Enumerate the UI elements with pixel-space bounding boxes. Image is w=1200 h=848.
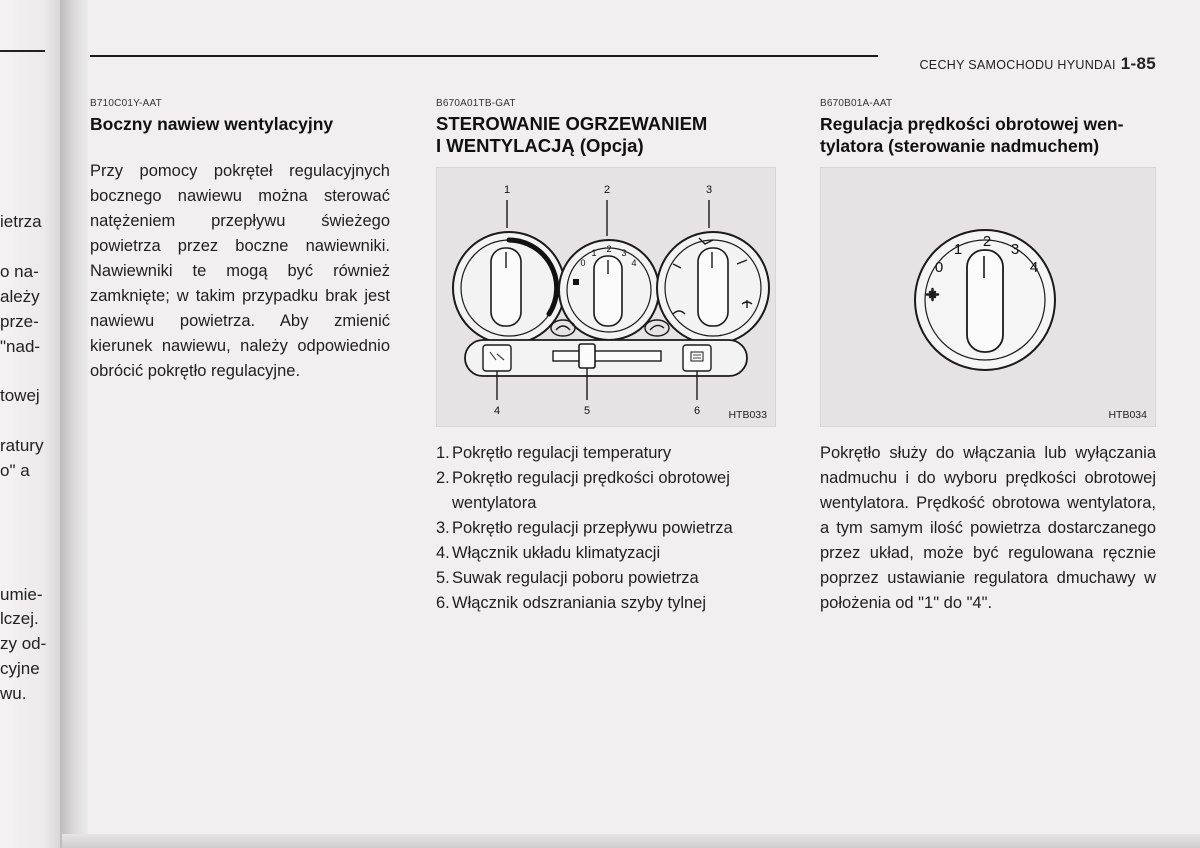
list-item bbox=[436, 441, 776, 466]
fan-speed-label: 3 bbox=[1010, 241, 1020, 258]
list-number: 6. bbox=[436, 594, 450, 612]
heater-control-panel-figure bbox=[436, 167, 776, 427]
previous-page-edge bbox=[0, 0, 62, 848]
list-item bbox=[436, 541, 776, 566]
list-number: 1. bbox=[436, 444, 450, 462]
previous-page-fragment: towej bbox=[0, 386, 40, 405]
fan-speed-label: 0 bbox=[934, 259, 944, 276]
list-number: 2. bbox=[436, 469, 450, 487]
section-heading-line: STEROWANIE OGRZEWANIEM bbox=[436, 113, 708, 134]
fan-knob-drawing bbox=[821, 168, 1155, 426]
list-text: Pokrętło regulacji temperatury bbox=[452, 444, 672, 462]
fan-scale-label: 0 bbox=[580, 258, 586, 268]
previous-page-fragment: zy od- bbox=[0, 634, 47, 653]
page-bottom-edge bbox=[62, 834, 1200, 848]
callout-number: 4 bbox=[493, 405, 501, 417]
list-text: Włącznik układu klimatyzacji bbox=[452, 544, 661, 562]
list-text: Suwak regulacji poboru powietrza bbox=[452, 569, 699, 587]
list-item bbox=[436, 566, 776, 591]
book-gutter-shadow bbox=[60, 0, 88, 848]
previous-page-fragment: ietrza bbox=[0, 212, 42, 231]
fan-scale-label: 1 bbox=[591, 248, 597, 258]
callout-number: 3 bbox=[705, 184, 713, 196]
section-heading: Boczny nawiew wentylacyjny bbox=[90, 114, 334, 134]
fan-speed-knob-figure bbox=[820, 167, 1156, 427]
callout-number: 6 bbox=[693, 405, 701, 417]
section-code: B710C01Y-AAT bbox=[90, 98, 162, 109]
previous-page-fragment: o" a bbox=[0, 461, 30, 480]
section-heading-line: tylatora (sterowanie nadmuchem) bbox=[820, 136, 1100, 156]
section-code: B670A01TB-GAT bbox=[436, 98, 516, 109]
figure-code: HTB033 bbox=[728, 409, 767, 421]
list-item bbox=[436, 591, 776, 616]
section-code: B670B01A-AAT bbox=[820, 98, 893, 109]
fan-speed-label: 1 bbox=[953, 241, 963, 258]
section-heading-line: I WENTYLACJĄ (Opcja) bbox=[436, 135, 644, 156]
figure-code: HTB034 bbox=[1108, 409, 1147, 421]
previous-page-fragment: cyjne bbox=[0, 659, 40, 678]
callout-number: 5 bbox=[583, 405, 591, 417]
list-number: 3. bbox=[436, 519, 450, 537]
callout-number: 1 bbox=[503, 184, 511, 196]
previous-page-fragment: ależy bbox=[0, 287, 40, 306]
column-side-vents bbox=[90, 98, 390, 384]
list-text: Włącznik odszraniania szyby tylnej bbox=[452, 594, 707, 612]
previous-page-fragment: o na- bbox=[0, 262, 39, 281]
header-rule bbox=[90, 55, 878, 57]
callout-number: 2 bbox=[603, 184, 611, 196]
previous-page-fragment: ratury bbox=[0, 436, 44, 455]
previous-page-fragment: prze- bbox=[0, 312, 39, 331]
list-item bbox=[436, 466, 776, 516]
heater-panel-drawing bbox=[437, 168, 775, 426]
section-title: CECHY SAMOCHODU HYUNDAI bbox=[919, 58, 1116, 72]
previous-page-fragment: "nad- bbox=[0, 337, 41, 356]
previous-page-fragment: umie- bbox=[0, 585, 43, 604]
fan-speed-label: 2 bbox=[982, 233, 992, 250]
previous-page-fragment: wu. bbox=[0, 684, 27, 703]
list-text: Pokrętło regulacji prędkości obrotowej wentylatora bbox=[452, 469, 730, 512]
control-list bbox=[436, 441, 776, 616]
fan-speed-label: 4 bbox=[1029, 259, 1039, 276]
page-number: 1-85 bbox=[1120, 54, 1156, 73]
fan-scale-label: 2 bbox=[606, 244, 612, 254]
previous-page-rule bbox=[0, 50, 45, 52]
section-heading-line: Regulacja prędkości obrotowej wen- bbox=[820, 114, 1124, 134]
list-number: 4. bbox=[436, 544, 450, 562]
body-paragraph: Pokrętło służy do włączania lub wyłączania nadmuchu i do wyboru prędkości obrotowej wentylatora. Prędkość obrotowa wentylatora, a tym samym ilość powietrza dostarczanego przez układ, może być regulowana ręcznie poprzez ustawianie regulatora dmuchawy w położenia od "1" do "4". bbox=[820, 444, 1156, 612]
running-header bbox=[919, 54, 1156, 74]
list-text: Pokrętło regulacji przepływu powietrza bbox=[452, 519, 733, 537]
list-item bbox=[436, 516, 776, 541]
body-paragraph: Przy pomocy pokręteł regulacyjnych bocznego nawiewu można sterować natężeniem przepływu świeżego powietrza przez boczne nawiewniki. Nawiewniki te mogą być również zamknięte; w takim przypadku brak jest nawiewu powietrza. Aby zmienić kierunek nawiewu, należy odpowiednio obrócić pokrętło regulacyjne. bbox=[90, 162, 390, 380]
fan-scale-label: 4 bbox=[631, 258, 637, 268]
previous-page-fragment: lczej. bbox=[0, 609, 39, 628]
column-heating-control bbox=[436, 98, 776, 616]
column-fan-speed bbox=[820, 98, 1156, 616]
list-number: 5. bbox=[436, 569, 450, 587]
fan-scale-label: 3 bbox=[621, 248, 627, 258]
